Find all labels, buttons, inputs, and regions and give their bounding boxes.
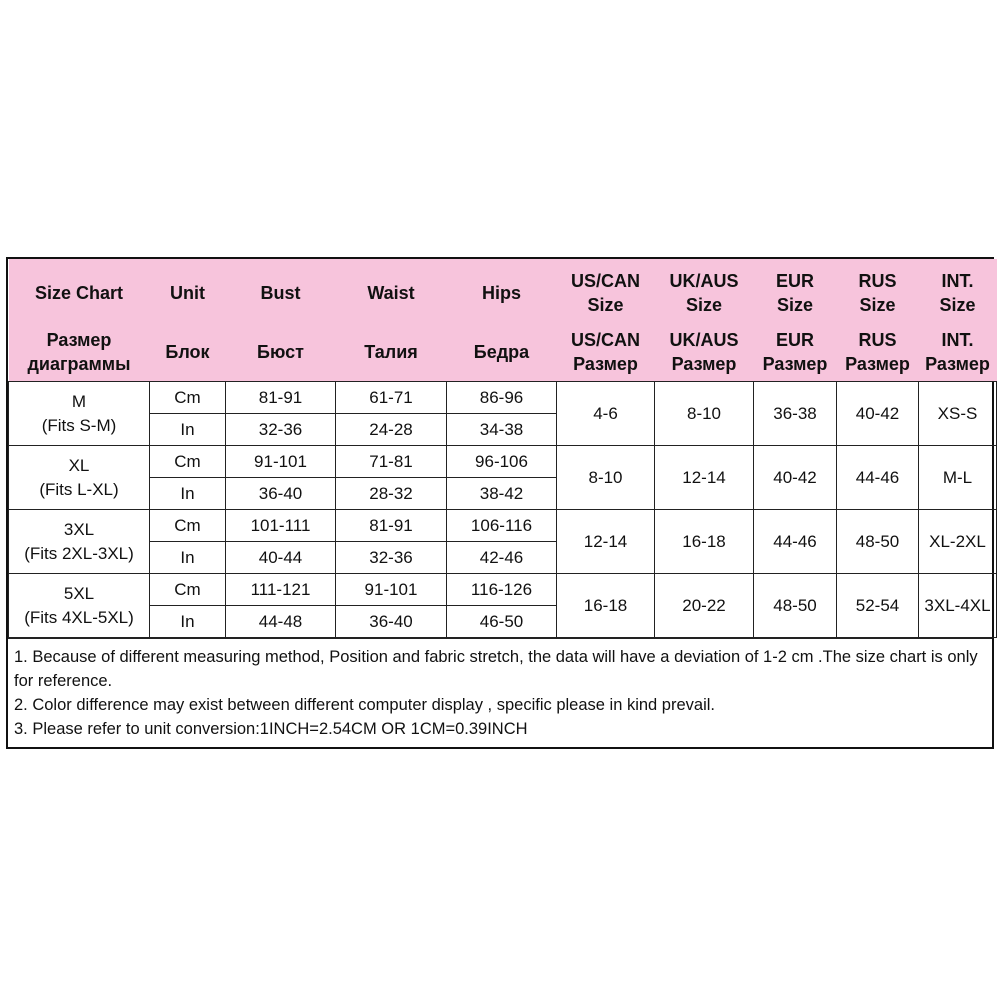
eur-cell: 48-50 xyxy=(754,574,837,638)
waist-cell: 71-81 xyxy=(336,446,447,478)
eur-cell: 40-42 xyxy=(754,446,837,510)
bust-cell: 44-48 xyxy=(226,606,336,638)
hips-cell: 38-42 xyxy=(447,478,557,510)
note-3: 3. Please refer to unit conversion:1INCH=2.54CM OR 1CM=0.39INCH xyxy=(14,720,528,738)
waist-cell: 81-91 xyxy=(336,510,447,542)
unit-cell: In xyxy=(150,542,226,574)
unit-cell: Cm xyxy=(150,510,226,542)
size-cell xyxy=(9,574,150,638)
waist-cell: 32-36 xyxy=(336,542,447,574)
hips-cell: 46-50 xyxy=(447,606,557,638)
header-rus-ru: RUS Размер xyxy=(837,323,919,382)
table-row xyxy=(9,446,997,478)
header-row-russian xyxy=(9,323,997,382)
header-size-chart: Size Chart xyxy=(9,259,150,323)
size-fits: (Fits 4XL-5XL) xyxy=(24,607,134,627)
hips-cell: 34-38 xyxy=(447,414,557,446)
header-bust: Bust xyxy=(226,259,336,323)
uk-aus-cell: 8-10 xyxy=(655,382,754,446)
us-can-cell: 16-18 xyxy=(557,574,655,638)
hips-cell: 42-46 xyxy=(447,542,557,574)
rus-cell: 44-46 xyxy=(837,446,919,510)
note-1: 1. Because of different measuring method, Position and fabric stretch, the data will have a deviation of 1-2 cm .The size chart is only for reference. xyxy=(14,648,978,690)
unit-cell: In xyxy=(150,414,226,446)
bust-cell: 91-101 xyxy=(226,446,336,478)
unit-cell: In xyxy=(150,478,226,510)
header-rus: RUS Size xyxy=(837,259,919,323)
unit-cell: Cm xyxy=(150,446,226,478)
size-fits: (Fits 2XL-3XL) xyxy=(24,543,134,563)
size-fits: (Fits L-XL) xyxy=(39,479,119,499)
uk-aus-cell: 20-22 xyxy=(655,574,754,638)
hips-cell: 106-116 xyxy=(447,510,557,542)
header-waist: Waist xyxy=(336,259,447,323)
bust-cell: 32-36 xyxy=(226,414,336,446)
header-unit: Unit xyxy=(150,259,226,323)
size-label: 5XL xyxy=(63,583,95,603)
hips-cell: 86-96 xyxy=(447,382,557,414)
us-can-cell: 4-6 xyxy=(557,382,655,446)
waist-cell: 36-40 xyxy=(336,606,447,638)
size-cell xyxy=(9,382,150,446)
header-unit-ru: Блок xyxy=(150,323,226,382)
int-cell: M-L xyxy=(919,446,997,510)
header-hips-ru: Бедра xyxy=(447,323,557,382)
waist-cell: 91-101 xyxy=(336,574,447,606)
eur-cell: 36-38 xyxy=(754,382,837,446)
bust-cell: 81-91 xyxy=(226,382,336,414)
header-int: INT. Size xyxy=(919,259,997,323)
header-us-can-ru: US/CAN Размер xyxy=(557,323,655,382)
us-can-cell: 12-14 xyxy=(557,510,655,574)
table-row xyxy=(9,574,997,606)
header-uk-aus-ru: UK/AUS Размер xyxy=(655,323,754,382)
us-can-cell: 8-10 xyxy=(557,446,655,510)
bust-cell: 40-44 xyxy=(226,542,336,574)
notes-section xyxy=(8,638,992,747)
header-eur: EUR Size xyxy=(754,259,837,323)
bust-cell: 101-111 xyxy=(226,510,336,542)
size-label: XL xyxy=(68,455,90,475)
header-row-english xyxy=(9,259,997,323)
uk-aus-cell: 16-18 xyxy=(655,510,754,574)
header-int-ru: INT. Размер xyxy=(919,323,997,382)
unit-cell: Cm xyxy=(150,574,226,606)
hips-cell: 116-126 xyxy=(447,574,557,606)
header-us-can: US/CAN Size xyxy=(557,259,655,323)
size-chart-table xyxy=(8,259,997,638)
size-chart xyxy=(6,257,994,749)
size-label: 3XL xyxy=(63,519,95,539)
header-bust-ru: Бюст xyxy=(226,323,336,382)
table-row xyxy=(9,510,997,542)
uk-aus-cell: 12-14 xyxy=(655,446,754,510)
size-fits: (Fits S-M) xyxy=(41,415,117,435)
waist-cell: 24-28 xyxy=(336,414,447,446)
table-row xyxy=(9,382,997,414)
unit-cell: In xyxy=(150,606,226,638)
header-eur-ru: EUR Размер xyxy=(754,323,837,382)
size-label: M xyxy=(71,391,87,411)
note-2: 2. Color difference may exist between different computer display , specific please in kind prevail. xyxy=(14,696,716,714)
bust-cell: 36-40 xyxy=(226,478,336,510)
waist-cell: 28-32 xyxy=(336,478,447,510)
rus-cell: 52-54 xyxy=(837,574,919,638)
size-cell xyxy=(9,510,150,574)
size-cell xyxy=(9,446,150,510)
bust-cell: 111-121 xyxy=(226,574,336,606)
int-cell: XL-2XL xyxy=(919,510,997,574)
rus-cell: 48-50 xyxy=(837,510,919,574)
header-size-chart-ru: Размер диаграммы xyxy=(9,323,150,382)
unit-cell: Cm xyxy=(150,382,226,414)
header-uk-aus: UK/AUS Size xyxy=(655,259,754,323)
header-hips: Hips xyxy=(447,259,557,323)
header-waist-ru: Талия xyxy=(336,323,447,382)
waist-cell: 61-71 xyxy=(336,382,447,414)
rus-cell: 40-42 xyxy=(837,382,919,446)
eur-cell: 44-46 xyxy=(754,510,837,574)
hips-cell: 96-106 xyxy=(447,446,557,478)
int-cell: XS-S xyxy=(919,382,997,446)
int-cell: 3XL-4XL xyxy=(919,574,997,638)
